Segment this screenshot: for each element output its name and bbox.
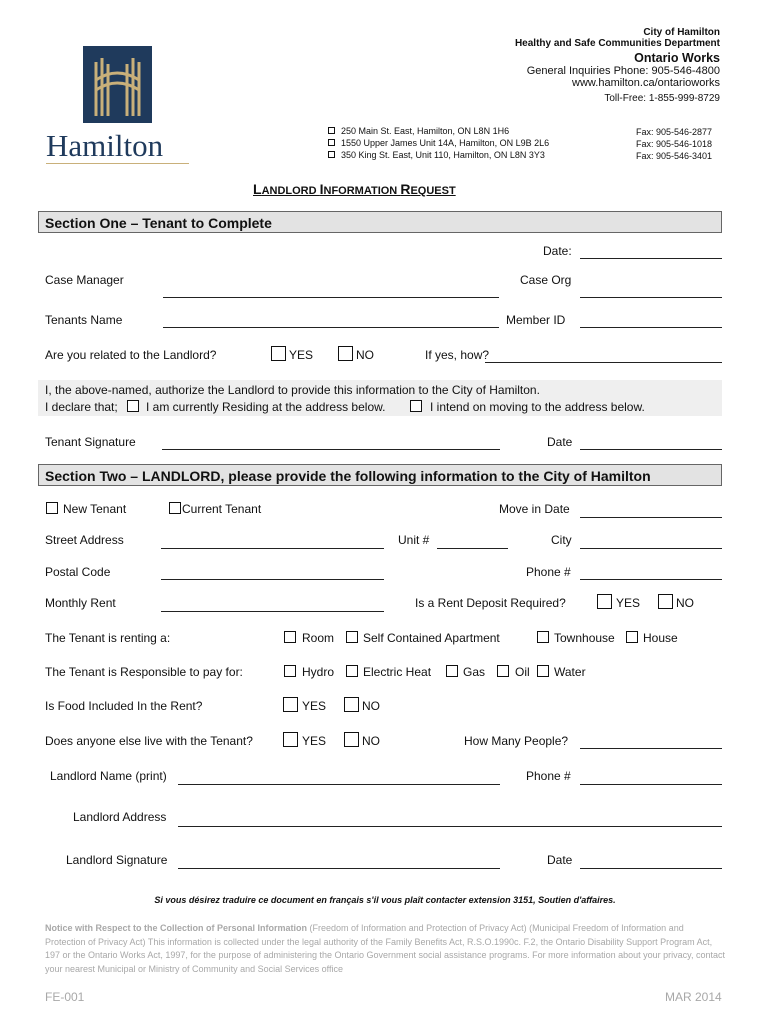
moving-label: I intend on moving to the address below. [430,400,645,414]
food-no-label: NO [362,699,380,713]
landlord-phone-field[interactable] [580,784,722,785]
deposit-label: Is a Rent Deposit Required? [415,596,566,610]
office-address: 250 Main St. East, Hamilton, ON L8N 1H6 [328,125,549,137]
city-name: City of Hamilton [643,27,720,38]
monthly-rent-label: Monthly Rent [45,596,116,610]
hydro-label: Hydro [302,665,335,679]
others-no-checkbox[interactable] [344,732,359,747]
self-contained-label: Self Contained Apartment [363,631,500,645]
declare-label: I declare that; [45,400,118,414]
landlord-address-label: Landlord Address [73,810,167,824]
landlord-date-label: Date [547,853,573,867]
fax-number: Fax: 905-546-1018 [636,139,713,149]
program-name: Ontario Works [634,51,720,65]
townhouse-checkbox[interactable] [537,631,549,643]
landlord-name-field[interactable] [178,784,500,785]
office-address: 350 King St. East, Unit 110, Hamilton, ON L8N 3Y3 [328,149,549,161]
food-label: Is Food Included In the Rent? [45,699,203,713]
case-manager-label: Case Manager [45,273,124,287]
postal-label: Postal Code [45,565,111,579]
city-label: City [551,533,572,547]
member-id-field[interactable] [580,327,722,328]
logo-wordmark: Hamilton [46,128,164,163]
checkbox-bullet-icon [328,127,335,134]
food-no-checkbox[interactable] [344,697,359,712]
monthly-rent-field[interactable] [161,611,384,612]
water-label: Water [554,665,586,679]
landlord-name-label: Landlord Name (print) [50,769,167,783]
french-translation-note: Si vous désirez traduire ce document en français s'il vous plaît contacter extension 3151, Soutien d'affaires. [154,895,616,905]
deposit-no-checkbox[interactable] [658,594,673,609]
landlord-phone-label: Phone # [526,769,571,783]
toll-free: Toll-Free: 1-855-999-8729 [604,93,720,104]
moving-checkbox[interactable] [410,400,422,412]
unit-label: Unit # [398,533,430,547]
new-tenant-label: New Tenant [63,502,127,516]
how-many-field[interactable] [580,748,722,749]
new-tenant-checkbox[interactable] [46,502,58,514]
website: www.hamilton.ca/ontarioworks [572,77,720,89]
case-org-label: Case Org [520,273,572,287]
electric-heat-checkbox[interactable] [346,665,358,677]
room-checkbox[interactable] [284,631,296,643]
townhouse-label: Townhouse [554,631,615,645]
city-logo [44,44,194,169]
gas-checkbox[interactable] [446,665,458,677]
room-label: Room [302,631,335,645]
landlord-signature-label: Landlord Signature [66,853,168,867]
privacy-notice [45,922,725,976]
others-no-label: NO [362,734,380,748]
case-org-field[interactable] [580,297,722,298]
form-number: FE-001 [45,990,85,1004]
unit-field[interactable] [437,548,508,549]
tenant-signature-field[interactable] [162,449,500,450]
electric-heat-label: Electric Heat [363,665,432,679]
food-yes-checkbox[interactable] [283,697,298,712]
street-label: Street Address [45,533,124,547]
fax-number: Fax: 905-546-3401 [636,151,713,161]
department-name: Healthy and Safe Communities Department [514,38,720,49]
tenants-name-label: Tenants Name [45,313,123,327]
current-tenant-label: Current Tenant [182,502,262,516]
others-yes-label: YES [302,734,327,748]
deposit-no-label: NO [676,596,694,610]
related-question: Are you related to the Landlord? [45,348,217,362]
house-checkbox[interactable] [626,631,638,643]
water-checkbox[interactable] [537,665,549,677]
date-field[interactable] [580,258,722,259]
move-in-label: Move in Date [499,502,570,516]
responsible-label: The Tenant is Responsible to pay for: [45,665,243,679]
fax-number: Fax: 905-546-2877 [636,127,713,137]
member-id-label: Member ID [506,313,566,327]
tenants-name-field[interactable] [163,327,499,328]
landlord-signature-field[interactable] [178,868,500,869]
landlord-date-field[interactable] [580,868,722,869]
privacy-notice-body: (Freedom of Information and Protection of Privacy Act) (Municipal Freedom of Information and Protection of Privacy Act) This information is collected under the legal authority of the Family Benefits Act, R.S.O.1990c. F.2, the Ontario Disability Support Program Act, 197 or the Ontario Works Act, 1997, for the purpose of administering the Ontario Government social assistance programs. For more information about your privacy, contact your nearest Municipal or Ministry of Community and Social Services office [45,923,725,974]
tenant-date-field[interactable] [580,449,722,450]
others-label: Does anyone else live with the Tenant? [45,734,253,748]
current-tenant-checkbox[interactable] [169,502,181,514]
food-yes-label: YES [302,699,327,713]
tenant-signature-label: Tenant Signature [45,435,136,449]
office-address: 1550 Upper James Unit 14A, Hamilton, ON L9B 2L6 [328,137,549,149]
postal-field[interactable] [161,579,384,580]
street-field[interactable] [161,548,384,549]
form-revision-date: MAR 2014 [665,990,722,1004]
section-one-header: Section One – Tenant to Complete [38,211,722,233]
related-yes-label: YES [289,348,314,362]
deposit-yes-label: YES [616,596,641,610]
related-yes-checkbox[interactable] [271,346,286,361]
tenant-date-label: Date [547,435,573,449]
residing-checkbox[interactable] [127,400,139,412]
renting-label: The Tenant is renting a: [45,631,171,645]
others-yes-checkbox[interactable] [283,732,298,747]
phone-label: Phone # [526,565,571,579]
related-no-checkbox[interactable] [338,346,353,361]
self-contained-checkbox[interactable] [346,631,358,643]
checkbox-bullet-icon [328,151,335,158]
privacy-notice-title: Notice with Respect to the Collection of Personal Information [45,923,308,933]
how-many-label: How Many People? [464,734,569,748]
landlord-address-field[interactable] [178,826,722,827]
oil-checkbox[interactable] [497,665,509,677]
logo-underline [46,163,189,164]
if-yes-field[interactable] [485,362,722,363]
residing-label: I am currently Residing at the address below. [146,400,386,414]
case-manager-field[interactable] [163,297,499,298]
deposit-yes-checkbox[interactable] [597,594,612,609]
related-no-label: NO [356,348,374,362]
fax-list [636,126,712,162]
gas-label: Gas [463,665,486,679]
inquiries-phone: General Inquiries Phone: 905-546-4800 [526,65,720,77]
section-two-header: Section Two – LANDLORD, please provide the following information to the City of Hamilton [38,464,722,486]
oil-label: Oil [515,665,530,679]
date-label: Date: [543,244,572,258]
authorize-statement: I, the above-named, authorize the Landlord to provide this information to the City of Hamilton. [45,383,540,397]
hydro-checkbox[interactable] [284,665,296,677]
form-title: LANDLORD INFORMATION REQUEST [253,181,456,197]
office-address-list [328,125,549,161]
city-field[interactable] [580,548,722,549]
header-contact [430,27,720,104]
house-label: House [643,631,678,645]
phone-field[interactable] [580,579,722,580]
if-yes-label: If yes, how? [425,348,490,362]
move-in-field[interactable] [580,517,722,518]
checkbox-bullet-icon [328,139,335,146]
